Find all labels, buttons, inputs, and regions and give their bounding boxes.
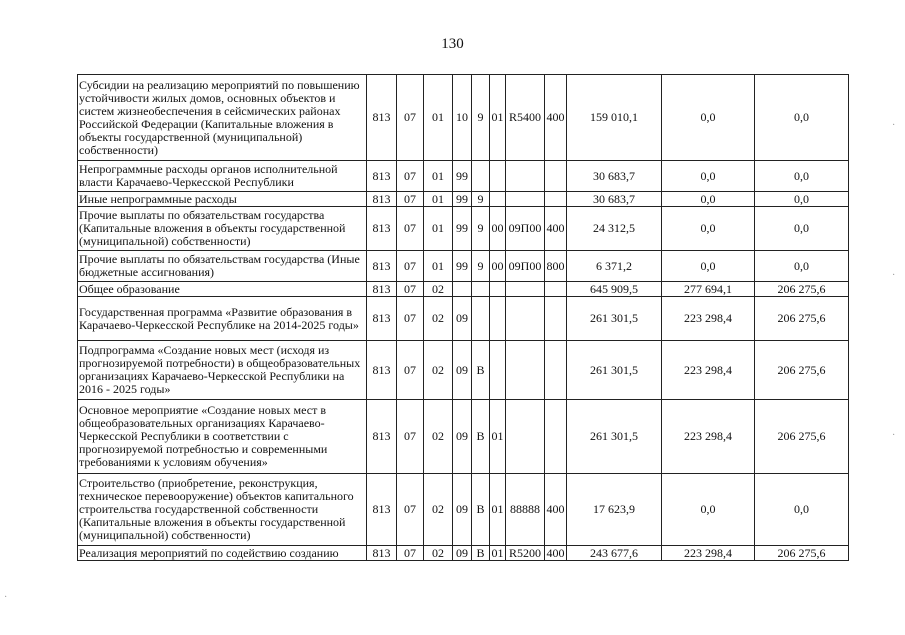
cell-cs1: 99	[453, 161, 472, 192]
cell-rz: 07	[397, 207, 424, 251]
cell-vr	[545, 297, 567, 341]
cell-cs4	[506, 161, 545, 192]
cell-rz: 07	[397, 341, 424, 400]
cell-vr	[545, 161, 567, 192]
cell-vr	[545, 400, 567, 474]
cell-name: Прочие выплаты по обязательствам государства (Иные бюджетные ассигнования)	[78, 251, 367, 282]
cell-rz: 07	[397, 251, 424, 282]
cell-name: Непрограммные расходы органов исполнительной власти Карачаево-Черкесской Республики	[78, 161, 367, 192]
cell-rz: 07	[397, 282, 424, 297]
scan-mark: ·	[892, 430, 896, 441]
cell-sum1: 24 312,5	[567, 207, 662, 251]
cell-vr: 400	[545, 207, 567, 251]
cell-cs4: 09П00	[506, 251, 545, 282]
cell-cs3	[490, 161, 506, 192]
cell-sum3: 206 275,6	[755, 546, 849, 561]
cell-sum1: 17 623,9	[567, 474, 662, 546]
cell-sum1: 6 371,2	[567, 251, 662, 282]
cell-sum2: 0,0	[662, 192, 755, 207]
table-row	[78, 75, 849, 161]
cell-pr: 02	[424, 400, 453, 474]
cell-cs1: 09	[453, 400, 472, 474]
cell-name: Реализация мероприятий по содействию созданию	[78, 546, 367, 561]
cell-name: Строительство (приобретение, реконструкция, техническое перевооружение) объектов капитального строительства государственной собственности (Капитальные вложения в объекты государственной (муниципальной) собственности)	[78, 474, 367, 546]
page-number: 130	[441, 36, 464, 52]
scan-mark: ·	[892, 270, 896, 281]
cell-sum1: 30 683,7	[567, 192, 662, 207]
cell-cs1: 09	[453, 474, 472, 546]
cell-vr: 400	[546, 545, 565, 560]
cell-sum3: 0,0	[755, 207, 849, 251]
cell-sum3: 206 275,6	[755, 341, 849, 400]
cell-cs4	[506, 400, 545, 474]
cell-cs3	[490, 297, 506, 341]
cell-sum1: 30 683,7	[567, 161, 662, 192]
cell-sum2: 0,0	[662, 207, 755, 251]
table-row	[78, 297, 849, 341]
cell-sum3: 0,0	[755, 251, 849, 282]
cell-name: Подпрограмма «Создание новых мест (исходя из прогнозируемой потребности) в общеобразовательных организациях Карачаево-Черкесской Республики на 2016 - 2025 годы»	[78, 341, 367, 400]
cell-gr: 813	[367, 192, 397, 207]
cell-cs3: 01	[490, 400, 506, 474]
scan-mark: ·	[892, 120, 896, 131]
cell-cs1: 99	[453, 251, 472, 282]
cell-pr: 02	[424, 341, 453, 400]
table-row	[78, 341, 849, 400]
cell-gr: 813	[367, 546, 397, 561]
cell-sum1: 159 010,1	[567, 75, 662, 161]
cell-pr: 02	[424, 282, 453, 297]
cell-pr: 01	[424, 75, 453, 161]
cell-sum2: 0,0	[662, 251, 755, 282]
cell-vr: 400	[545, 474, 567, 546]
cell-cs2: В	[472, 474, 490, 546]
cell-gr: 813	[367, 207, 397, 251]
table-row	[78, 192, 849, 207]
cell-cs1: 09	[453, 546, 472, 561]
cell-name: Государственная программа «Развитие образования в Карачаево-Черкесской Республике на 2014-2025 годы»	[78, 297, 367, 341]
cell-gr: 813	[367, 400, 397, 474]
cell-cs2: В	[472, 341, 490, 400]
cell-gr: 813	[367, 251, 397, 282]
cell-pr: 02	[424, 297, 453, 341]
table-row	[78, 161, 849, 192]
cell-cs2: В	[472, 546, 490, 561]
cell-cs2: 9	[472, 75, 490, 161]
cell-cs2: 9	[472, 207, 490, 251]
cell-sum1: 261 301,5	[567, 400, 662, 474]
cell-sum3: 0,0	[755, 75, 849, 161]
cell-cs2	[472, 297, 490, 341]
cell-cs2	[472, 282, 490, 297]
cell-name: Общее образование	[78, 282, 367, 297]
cell-cs1: 10	[453, 75, 472, 161]
cell-name: Иные непрограммные расходы	[78, 192, 367, 207]
cell-cs4	[506, 341, 545, 400]
cell-cs3: 00	[490, 251, 506, 282]
cell-name: Прочие выплаты по обязательствам государства (Капитальные вложения в объекты государственной (муниципальной) собственности)	[78, 207, 367, 251]
cell-pr: 01	[424, 161, 453, 192]
cell-cs1: 99	[453, 207, 472, 251]
cell-cs1: 09	[453, 341, 472, 400]
cell-rz: 07	[397, 297, 424, 341]
cell-gr: 813	[367, 297, 397, 341]
cell-rz: 07	[397, 75, 424, 161]
cell-gr: 813	[367, 282, 397, 297]
budget-table	[77, 74, 849, 561]
cell-cs4	[506, 282, 545, 297]
cell-cs4	[506, 297, 545, 341]
cell-gr: 813	[367, 341, 397, 400]
cell-rz: 07	[397, 400, 424, 474]
cell-sum3: 206 275,6	[755, 282, 849, 297]
cell-cs3: 00	[490, 207, 506, 251]
cell-cs1: 09	[453, 297, 472, 341]
cell-rz: 07	[397, 192, 424, 207]
cell-cs2: 9	[472, 192, 490, 207]
cell-sum2: 223 298,4	[662, 341, 755, 400]
cell-sum1: 261 301,5	[567, 297, 662, 341]
cell-vr	[545, 192, 567, 207]
cell-sum3: 0,0	[755, 161, 849, 192]
cell-pr: 01	[424, 192, 453, 207]
cell-rz: 07	[397, 161, 424, 192]
cell-pr: 02	[424, 474, 453, 546]
cell-sum1: 645 909,5	[567, 282, 662, 297]
cell-vr	[545, 341, 567, 400]
cell-rz: 07	[397, 546, 424, 561]
cell-gr: 813	[367, 474, 397, 546]
table-row	[78, 251, 849, 282]
table-row	[78, 546, 849, 561]
cell-pr: 02	[424, 546, 453, 561]
cell-cs3	[490, 192, 506, 207]
scan-mark: ·	[4, 592, 8, 603]
cell-sum3: 206 275,6	[755, 400, 849, 474]
cell-cs2: В	[472, 400, 490, 474]
cell-vr: 400	[545, 75, 567, 161]
cell-sum2: 223 298,4	[662, 546, 755, 561]
cell-cs1	[453, 282, 472, 297]
cell-cs4	[506, 192, 545, 207]
cell-cs4: R5200	[506, 546, 545, 561]
cell-cs3: 01	[490, 474, 506, 546]
cell-sum2: 223 298,4	[662, 400, 755, 474]
cell-cs2	[472, 161, 490, 192]
cell-gr: 813	[367, 161, 397, 192]
cell-sum2: 0,0	[662, 161, 755, 192]
cell-sum2: 277 694,1	[662, 282, 755, 297]
cell-cs4: 09П00	[506, 207, 545, 251]
cell-cs3: 01	[490, 75, 506, 161]
cell-sum2: 0,0	[662, 474, 755, 546]
cell-vr: 800	[545, 251, 567, 282]
cell-gr: 813	[367, 75, 397, 161]
cell-sum2: 223 298,4	[662, 297, 755, 341]
cell-cs3: 01	[491, 545, 504, 560]
table-row	[78, 282, 849, 297]
cell-pr: 01	[424, 207, 453, 251]
cell-cs4: 88888	[506, 474, 545, 546]
cell-name: Основное мероприятие «Создание новых мест в общеобразовательных организациях Карачаево-Черкесской Республики в соответствии с прогнозируемой потребностью и современными требованиями к условиям обучения»	[78, 400, 367, 474]
cell-sum1: 261 301,5	[567, 341, 662, 400]
cell-name: Субсидии на реализацию мероприятий по повышению устойчивости жилых домов, основных объектов и систем жизнеобеспечения в сейсмических районах Российской Федерации (Капитальные вложения в объекты государственной (муниципальной) собственности)	[78, 75, 367, 161]
table-row	[78, 474, 849, 546]
cell-rz: 07	[397, 474, 424, 546]
cell-cs3	[490, 341, 506, 400]
cell-sum2: 0,0	[662, 75, 755, 161]
cell-sum1: 243 677,6	[567, 546, 662, 561]
cell-sum3: 0,0	[755, 192, 849, 207]
cell-vr	[545, 282, 567, 297]
table-row	[78, 400, 849, 474]
cell-cs3	[490, 282, 506, 297]
cell-cs2: 9	[472, 251, 490, 282]
cell-sum3: 206 275,6	[755, 297, 849, 341]
cell-cs4: R5400	[506, 75, 545, 161]
cell-pr: 01	[424, 251, 453, 282]
cell-sum3: 0,0	[755, 474, 849, 546]
cell-cs1: 99	[453, 192, 472, 207]
table-row	[78, 207, 849, 251]
